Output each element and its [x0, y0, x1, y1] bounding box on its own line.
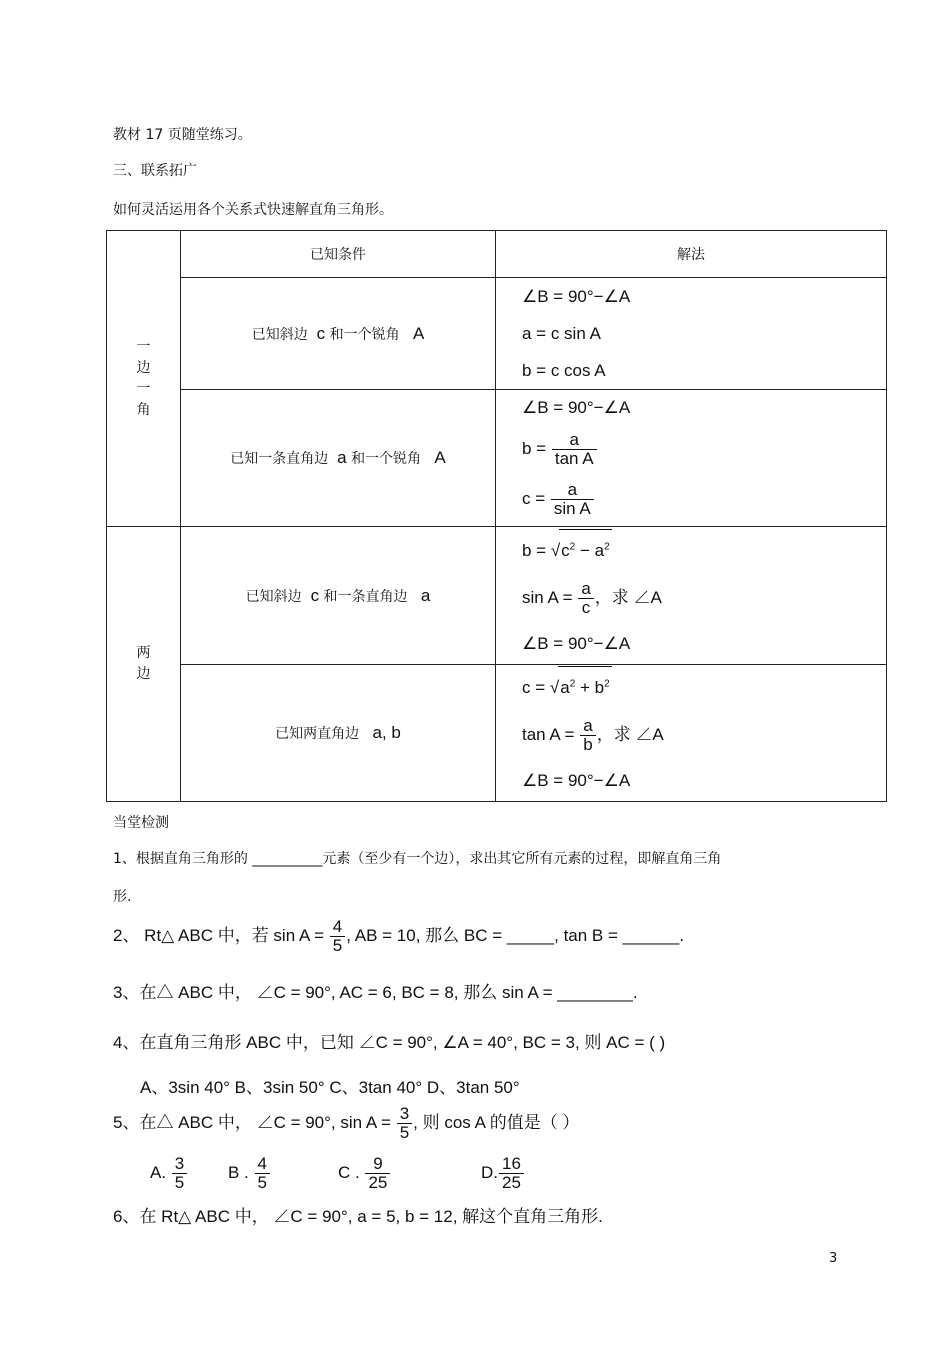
denominator: c — [581, 597, 591, 617]
numerator: 16 — [499, 1155, 524, 1174]
question-2 — [113, 918, 684, 955]
fraction — [397, 1105, 412, 1142]
header-method: 解法 — [496, 231, 887, 278]
tail: ，求 ∠A — [594, 587, 662, 607]
question-4-options: A、3sin 40° B、3sin 50° C、3tan 40° D、3tan 50° — [140, 1078, 520, 1097]
lhs: c = — [522, 678, 546, 697]
numerator: 3 — [397, 1105, 412, 1124]
lhs: b = — [522, 439, 547, 458]
lhs: b = — [522, 540, 547, 560]
group1-char: 边 — [136, 359, 151, 376]
cond-var: c — [310, 585, 320, 605]
row4-method — [496, 665, 887, 802]
option-label: C . — [338, 1162, 360, 1182]
cond-mid: 和一条直角边 — [323, 588, 408, 605]
cond-var: a — [337, 448, 347, 467]
cond-var: a — [420, 585, 431, 605]
cond-var: A — [434, 448, 446, 467]
cond-var: A — [412, 323, 425, 343]
formula-line — [522, 708, 886, 762]
cond-mid: 和一个锐角 — [351, 451, 422, 467]
cond-text: 已知两直角边 — [275, 726, 360, 742]
table-intro: 如何灵活运用各个关系式快速解直角三角形。 — [113, 202, 393, 218]
row2-method — [496, 390, 887, 527]
lhs: tan A = — [522, 725, 575, 744]
lhs: c = — [522, 489, 546, 508]
numerator: a — [552, 431, 597, 450]
numerator: a — [578, 580, 593, 599]
denominator: 5 — [257, 1172, 267, 1192]
numerator: 3 — [172, 1155, 187, 1174]
operator: − — [575, 540, 595, 560]
fraction — [578, 580, 593, 617]
formula-line: b = c cos A — [522, 361, 606, 380]
term: a — [560, 678, 570, 697]
cond-text: 已知斜边 — [251, 326, 308, 343]
row3-method — [496, 527, 887, 665]
radicand: $c^2 - a^2$ — [559, 529, 611, 572]
denominator: tan A — [554, 449, 594, 469]
group1-char: 一 — [136, 338, 151, 355]
denominator: 5 — [332, 935, 343, 955]
cond-text: 已知一条直角边 — [230, 451, 329, 467]
fraction — [330, 918, 345, 955]
q5-option-b — [228, 1155, 271, 1192]
formula-line: $b = √c^2 - a^2$ — [522, 529, 886, 571]
row2-condition — [181, 390, 496, 527]
denominator: sin A — [553, 499, 591, 519]
q-pre: 5、在△ ABC 中， ∠C = 90°, sin A = — [113, 1112, 391, 1132]
formula-line — [522, 571, 886, 625]
numerator: 4 — [330, 918, 345, 937]
cond-text: 已知斜边 — [245, 588, 302, 605]
fraction — [499, 1155, 524, 1192]
denominator: b — [583, 735, 593, 755]
term: a — [594, 540, 605, 560]
q-post: , 则 cos A 的值是（ ） — [413, 1112, 580, 1132]
fraction — [365, 1155, 390, 1192]
term: c — [561, 540, 570, 560]
formula-line: ∠B = 90°−∠A — [522, 398, 631, 417]
page-number: 3 — [829, 1251, 838, 1266]
group1-char: 一 — [136, 380, 151, 397]
formula-line — [522, 474, 886, 524]
group1-char: 角 — [136, 401, 151, 418]
group-two-sides — [107, 527, 181, 802]
numerator: a — [580, 717, 595, 736]
numerator: 4 — [255, 1155, 270, 1174]
formula-line — [522, 424, 886, 474]
fraction — [551, 481, 594, 518]
fraction — [552, 431, 597, 468]
cond-mid: 和一个锐角 — [329, 326, 400, 343]
option-label: B . — [228, 1162, 249, 1182]
solution-table — [106, 230, 887, 802]
fraction — [172, 1155, 187, 1192]
formula-line: ∠B = 90°−∠A — [522, 633, 631, 653]
q-pre: 2、 Rt△ ABC 中，若 sin A = — [113, 925, 325, 945]
option-label: A. — [150, 1162, 167, 1182]
option-label: D. — [481, 1162, 498, 1182]
denominator: 25 — [502, 1172, 521, 1192]
term: b — [594, 678, 605, 697]
row1-condition — [181, 278, 496, 390]
question-1-cont: 形. — [113, 889, 132, 905]
fraction — [580, 717, 595, 754]
lhs: sin A = — [522, 587, 573, 607]
group-one-side-one-angle — [107, 231, 181, 527]
numerator: a — [551, 481, 594, 500]
intro-line: 教材 17 页随堂练习。 — [113, 127, 252, 143]
radicand: $a^2 + b^2$ — [558, 666, 611, 709]
cond-var: a, b — [372, 723, 401, 742]
fraction — [255, 1155, 270, 1192]
group2-char: 两 — [136, 645, 151, 661]
header-known: 已知条件 — [181, 231, 496, 278]
operator: + — [575, 678, 595, 697]
q-post: , AB = 10, 那么 BC = _____, tan B = ______. — [346, 925, 685, 945]
row4-condition — [181, 665, 496, 802]
row1-method — [496, 278, 887, 390]
q5-option-c — [338, 1155, 391, 1192]
q5-option-d — [481, 1155, 525, 1192]
question-3: 3、在△ ABC 中， ∠C = 90°, AC = 6, BC = 8, 那么 sin A = ________. — [113, 983, 638, 1002]
question-6: 6、在 Rt△ ABC 中， ∠C = 90°, a = 5, b = 12, 解这个直角三角形. — [113, 1207, 603, 1226]
row3-condition — [181, 527, 496, 665]
section-title: 三、联系拓广 — [113, 163, 197, 179]
cond-var: c — [316, 323, 326, 343]
question-5 — [113, 1105, 579, 1142]
numerator: 9 — [365, 1155, 390, 1174]
denominator: 25 — [368, 1172, 388, 1192]
formula-line: ∠B = 90°−∠A — [522, 771, 631, 790]
formula-line: $c = √a^2 + b^2$ — [522, 666, 886, 708]
formula-line: ∠B = 90°−∠A — [522, 287, 631, 306]
tail: ，求 ∠A — [596, 725, 664, 744]
formula-line: a = c sin A — [522, 324, 601, 343]
question-1: 1、根据直角三角形的 __________元素（至少有一个边），求出其它所有元素的过程，即解直角三角 — [113, 851, 722, 867]
denominator: 5 — [399, 1122, 410, 1142]
check-title: 当堂检测 — [113, 815, 169, 831]
denominator: 5 — [174, 1172, 185, 1192]
q5-option-a — [150, 1155, 188, 1192]
group2-char: 边 — [136, 666, 151, 682]
question-4: 4、在直角三角形 ABC 中，已知 ∠C = 90°, ∠A = 40°, BC = 3, 则 AC = ( ) — [113, 1033, 666, 1052]
